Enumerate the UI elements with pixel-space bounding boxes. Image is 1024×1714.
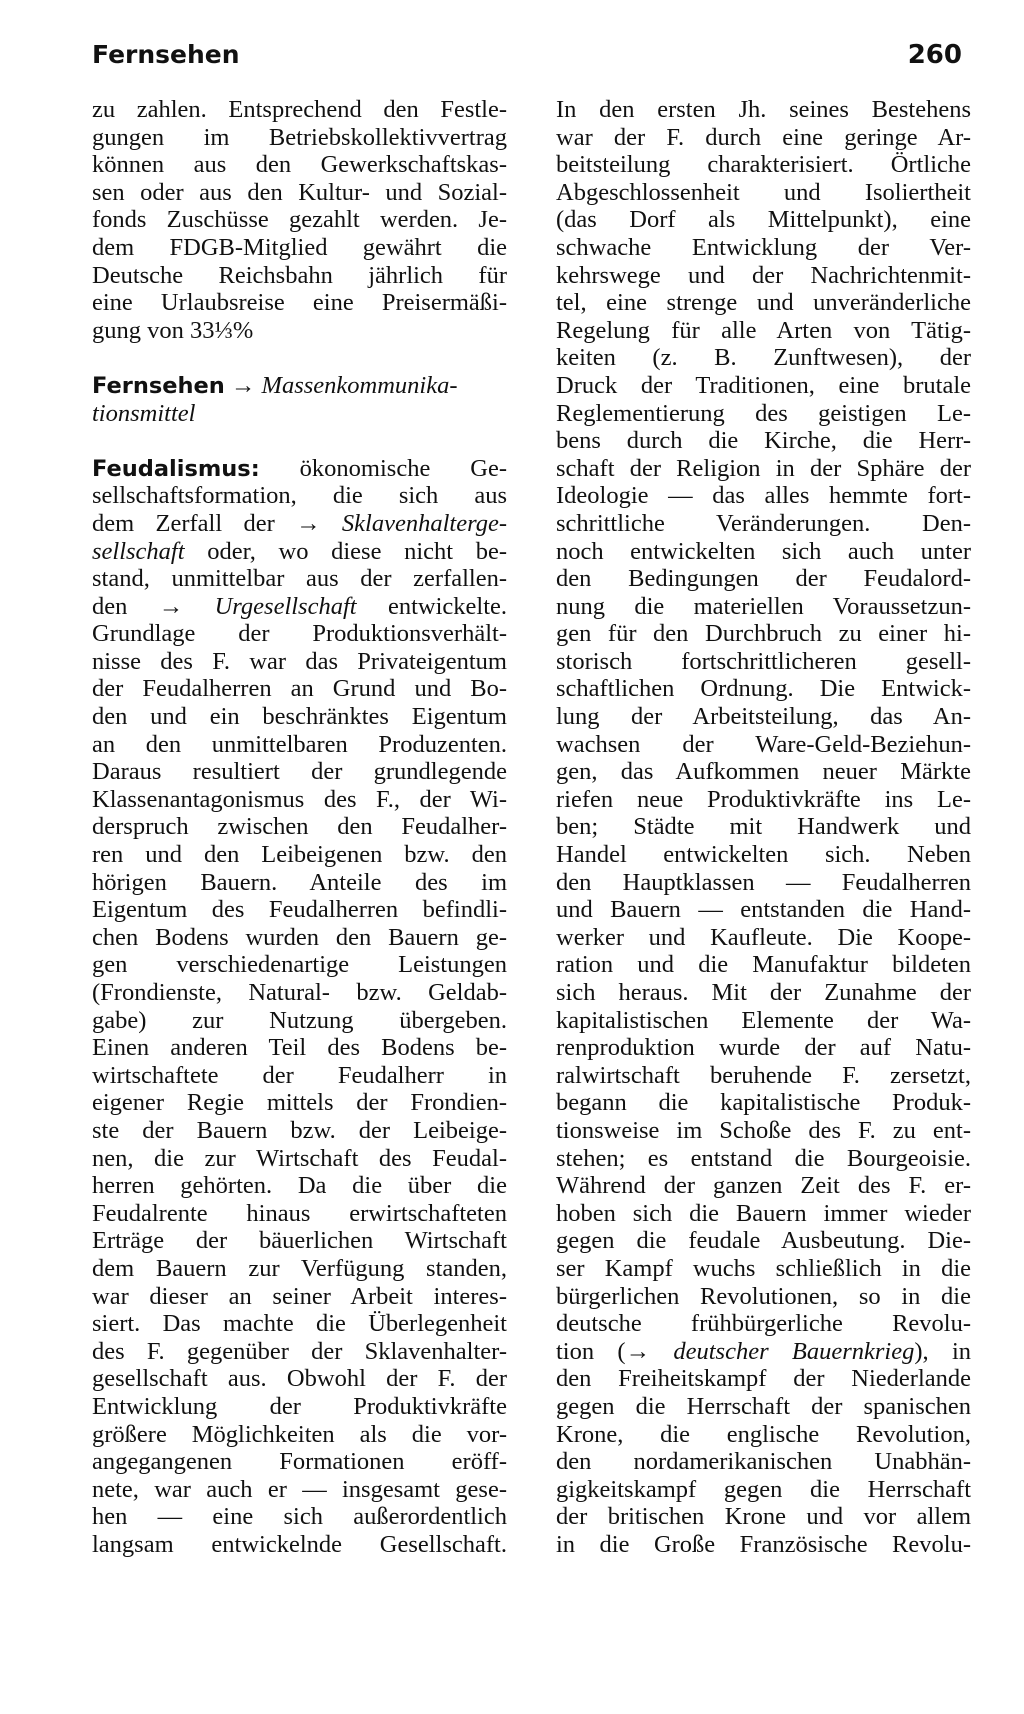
entry-fernsehen (92, 372, 507, 427)
entry-feudalismus (92, 455, 507, 1559)
text-line: kehrswege und der Nachrichtenmit- (556, 261, 971, 289)
text-line: Einen anderen Teil des Bodens be- (92, 1034, 507, 1062)
text-line: ste der Bauern bzw. der Leibeige- (92, 1116, 507, 1144)
text-line: ration und die Manufaktur bildeten (556, 951, 971, 979)
cross-reference-link-continued[interactable]: tionsmittel (92, 399, 196, 427)
text-line: Druck der Traditionen, eine brutale (556, 371, 971, 399)
entry-spacer (92, 344, 507, 372)
text-line: der britischen Krone und vor allem (556, 1503, 971, 1531)
text-line: eigener Regie mittels der Frondien- (92, 1089, 507, 1117)
text-line: gen, das Aufkommen neuer Märkte (556, 758, 971, 786)
text-fragment: ökonomische Ge- (299, 454, 508, 482)
text-line: dem FDGB-Mitglied gewährt die (92, 233, 507, 261)
cross-reference-arrow-icon: → (296, 509, 321, 537)
text-line: dem Bauern zur Verfügung standen, (92, 1254, 507, 1282)
text-line: keiten (z. B. Zunftwesen), der (556, 344, 971, 372)
continued-entry-text (92, 96, 507, 344)
text-line: Deutsche Reichsbahn jährlich für (92, 261, 507, 289)
text-line: bürgerlichen Revolutionen, so in die (556, 1282, 971, 1310)
text-line: bens durch die Kirche, die Herr- (556, 427, 971, 455)
text-fragment: tion ( (556, 1337, 626, 1365)
text-line (556, 1338, 971, 1366)
text-line: in die Große Französische Revolu- (556, 1530, 971, 1558)
text-line: hen — eine sich außerordentlich (92, 1503, 507, 1531)
text-line: Klassenantagonismus des F., der Wi- (92, 785, 507, 813)
right-column (556, 96, 971, 1558)
text-line: Erträge der bäuerlichen Wirtschaft (92, 1227, 507, 1255)
text-line: schrittliche Veränderungen. Den- (556, 509, 971, 537)
text-line: wirtschaftete der Feudalherr in (92, 1061, 507, 1089)
text-line: und Bauern — entstanden die Hand- (556, 896, 971, 924)
text-fragment: ), in (914, 1337, 972, 1365)
text-line: angegangenen Formationen eröff- (92, 1448, 507, 1476)
text-line: riefen neue Produktivkräfte ins Le- (556, 785, 971, 813)
text-line: gungen im Betriebskollektivvertrag (92, 123, 507, 151)
text-line: noch entwickelten sich auch unter (556, 537, 971, 565)
text-line: Ideologie — das alles hemmte fort- (556, 482, 971, 510)
text-line: kapitalistischen Elemente der Wa- (556, 1006, 971, 1034)
text-line: hoben sich die Bauern immer wieder (556, 1199, 971, 1227)
text-fragment: entwickelte. (387, 592, 507, 620)
text-line: stand, unmittelbar aus der zerfallen- (92, 565, 507, 593)
cross-reference-arrow-icon: → (158, 592, 184, 620)
page-number: 260 (907, 40, 962, 70)
entry-spacer (92, 427, 507, 455)
cross-reference-link[interactable]: Sklavenhalterge- (341, 509, 507, 537)
text-line: siert. Das machte die Überlegenheit (92, 1310, 507, 1338)
text-line: gigkeitskampf gegen die Herrschaft (556, 1475, 971, 1503)
text-line: wachsen der Ware-Geld-Beziehun- (556, 730, 971, 758)
text-fragment: den (92, 592, 128, 620)
text-line: Handel entwickelten sich. Neben (556, 841, 971, 869)
text-line: nete, war auch er — insgesamt gese- (92, 1475, 507, 1503)
cross-reference-link[interactable]: Urgesellschaft (214, 592, 357, 620)
text-line: können aus den Gewerkschaftskas- (92, 151, 507, 179)
text-line: chen Bodens wurden den Bauern ge- (92, 923, 507, 951)
text-line: der Feudalherren an Grund und Bo- (92, 675, 507, 703)
text-line: den Freiheitskampf der Niederlande (556, 1365, 971, 1393)
text-line: sen oder aus den Kultur- und Sozial- (92, 178, 507, 206)
text-line: derspruch zwischen den Feudalher- (92, 813, 507, 841)
text-line: gegen die Herrschaft der spanischen (556, 1392, 971, 1420)
text-line: Während der ganzen Zeit des F. er- (556, 1172, 971, 1200)
text-line: Entwicklung der Produktivkräfte (92, 1392, 507, 1420)
text-line (92, 593, 507, 621)
text-line: In den ersten Jh. seines Bestehens (556, 96, 971, 123)
text-line: Regelung für alle Arten von Tätig- (556, 316, 971, 344)
text-line: den und ein beschränktes Eigentum (92, 703, 507, 731)
text-line: sellschaftsformation, die sich aus (92, 482, 507, 510)
entry-headline (92, 455, 507, 483)
cross-reference-link[interactable]: Massenkommunika- (261, 371, 458, 399)
text-line: ser Kampf wuchs schließlich in die (556, 1254, 971, 1282)
cross-reference-link-continued[interactable]: sellschaft (92, 537, 185, 565)
text-line: storisch fortschrittlicheren gesell- (556, 647, 971, 675)
text-line: Daraus resultiert der grundlegende (92, 758, 507, 786)
text-line: des F. gegenüber der Sklavenhalter- (92, 1337, 507, 1365)
cross-reference-arrow-icon: → (230, 371, 256, 399)
text-line (92, 510, 507, 538)
text-line: Reglementierung des geistigen Le- (556, 399, 971, 427)
text-line: lung der Arbeitsteilung, das An- (556, 703, 971, 731)
text-line: sich heraus. Mit der Zunahme der (556, 979, 971, 1006)
cross-reference-link[interactable]: deutscher Bauernkrieg (673, 1337, 915, 1365)
text-fragment: dem Zerfall der (92, 509, 275, 537)
text-line: nung die materiellen Voraussetzun- (556, 592, 971, 620)
text-line: eine Urlaubsreise eine Preisermäßi- (92, 289, 507, 317)
text-line: gabe) zur Nutzung übergeben. (92, 1006, 507, 1034)
text-line: fonds Zuschüsse gezahlt werden. Je- (92, 206, 507, 234)
text-line: ben; Städte mit Handwerk und (556, 813, 971, 841)
text-line: tionsweise im Schoße des F. zu ent- (556, 1116, 971, 1144)
headword-fernsehen: Fernsehen (92, 372, 225, 399)
text-line: gung von 33⅓% (92, 316, 254, 344)
text-line: (Frondienste, Natural- bzw. Geldab- (92, 979, 507, 1006)
text-line: renproduktion wurde der auf Natu- (556, 1034, 971, 1062)
cross-reference-arrow-icon: → (625, 1337, 651, 1365)
text-line: tel, eine strenge und unveränderliche (556, 289, 971, 317)
text-line: Eigentum des Feudalherren befindli- (92, 896, 507, 924)
text-line: den Bedingungen der Feudalord- (556, 565, 971, 593)
text-line: hörigen Bauern. Anteile des im (92, 868, 507, 896)
text-line: ren und den Leibeigenen bzw. den (92, 841, 507, 869)
text-line: deutsche frühbürgerliche Revolu- (556, 1310, 971, 1338)
headword-feudalismus: Feudalismus: (92, 455, 260, 482)
left-column (92, 96, 507, 1558)
text-fragment: oder, wo diese nicht be- (207, 537, 508, 565)
text-line: schwache Entwicklung der Ver- (556, 233, 971, 261)
text-line: den Hauptklassen — Feudalherren (556, 868, 971, 896)
text-line: Grundlage der Produktionsverhält- (92, 620, 507, 648)
text-line: (das Dorf als Mittelpunkt), eine (556, 206, 971, 234)
text-line: war dieser an seiner Arbeit interes- (92, 1282, 507, 1310)
text-line: werker und Kaufleute. Die Koope- (556, 923, 971, 951)
text-line: war der F. durch eine geringe Ar- (556, 123, 971, 151)
text-line: zu zahlen. Entsprechend den Festle- (92, 96, 507, 123)
text-line (92, 538, 507, 566)
text-line: gesellschaft aus. Obwohl der F. der (92, 1365, 507, 1393)
text-line: schaftlichen Ordnung. Die Entwick- (556, 675, 971, 703)
running-header-title: Fernsehen (92, 40, 240, 69)
text-line: nen, die zur Wirtschaft des Feudal- (92, 1144, 507, 1172)
text-line: gegen die feudale Ausbeutung. Die- (556, 1227, 971, 1255)
text-line: begann die kapitalistische Produk- (556, 1089, 971, 1117)
text-line: herren gehörten. Da die über die (92, 1172, 507, 1200)
text-line: den nordamerikanischen Unabhän- (556, 1448, 971, 1476)
text-line: Krone, die englische Revolution, (556, 1420, 971, 1448)
text-line: gen verschiedenartige Leistungen (92, 951, 507, 979)
text-line: Abgeschlossenheit und Isoliertheit (556, 178, 971, 206)
text-line: gen für den Durchbruch zu einer hi- (556, 620, 971, 648)
text-line: schaft der Religion in der Sphäre der (556, 454, 971, 482)
text-line: langsam entwickelnde Gesellschaft. (92, 1530, 507, 1558)
text-line: an den unmittelbaren Produzenten. (92, 730, 507, 758)
entry-headline (92, 372, 507, 400)
text-line: größere Möglichkeiten als die vor- (92, 1420, 507, 1448)
text-line: nisse des F. war das Privateigentum (92, 647, 507, 675)
text-line: stehen; es entstand die Bourgeoisie. (556, 1144, 971, 1172)
text-line: ralwirtschaft beruhende F. zersetzt, (556, 1061, 971, 1089)
text-line: beitsteilung charakterisiert. Örtliche (556, 151, 971, 179)
text-line: Feudalrente hinaus erwirtschafteten (92, 1199, 507, 1227)
